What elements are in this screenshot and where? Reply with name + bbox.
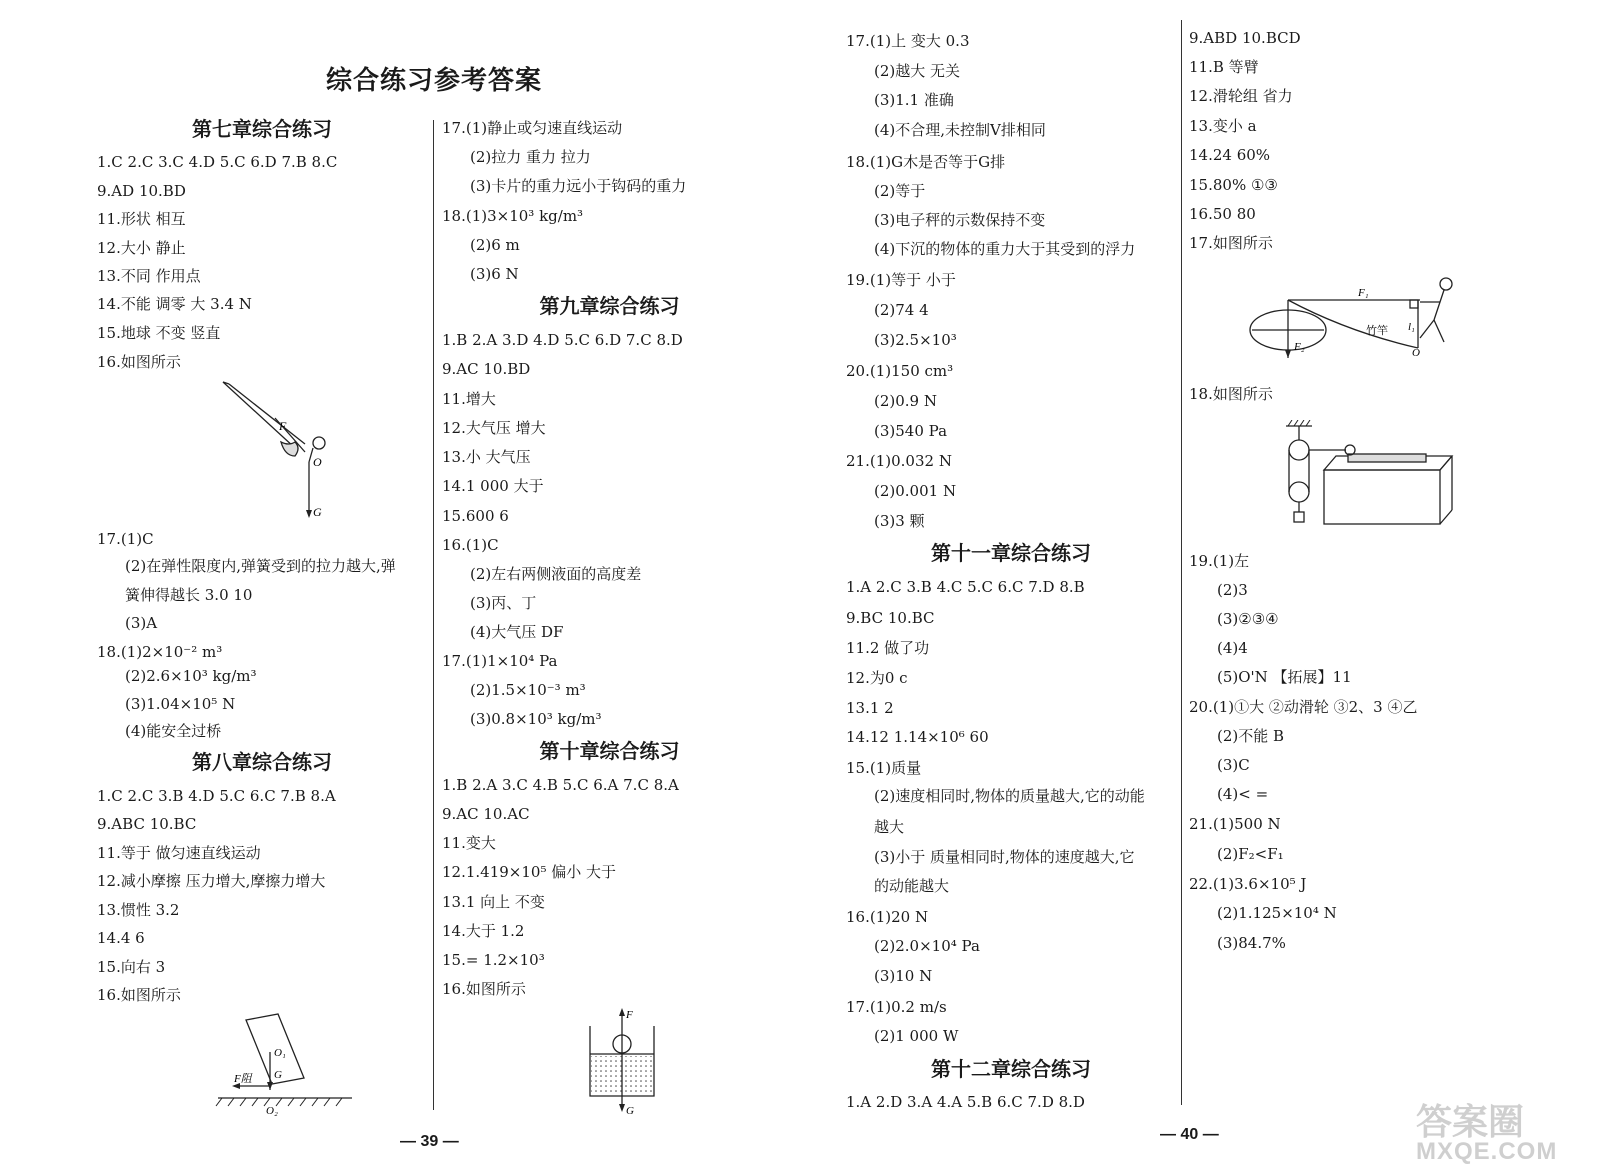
answer-line: (2)等于 (874, 182, 926, 200)
watermark-logo: 答案圈 (1416, 1101, 1525, 1142)
answer-line: 越大 (874, 818, 905, 836)
answer-line: (2)左右两侧液面的高度差 (470, 565, 642, 583)
answer-line: (2)1 000 W (874, 1027, 959, 1045)
answer-line: 19.(1)等于 小于 (846, 271, 956, 289)
answer-line: (3)小于 质量相同时,物体的速度越大,它 (874, 848, 1135, 866)
answer-line: 17.(1)1×10⁴ Pa (442, 652, 558, 670)
answer-line: 9.AC 10.AC (442, 805, 530, 823)
answer-line: 15.向右 3 (97, 958, 166, 976)
label-g: G (274, 1069, 282, 1081)
answer-line: 13.不同 作用点 (97, 267, 201, 285)
answer-line: 1.B 2.A 3.C 4.B 5.C 6.A 7.C 8.A (442, 776, 679, 794)
answer-line: (2)1.125×10⁴ N (1217, 904, 1337, 922)
answer-line: 12.大小 静止 (97, 239, 186, 257)
answer-line: (2)在弹性限度内,弹簧受到的拉力越大,弹 (125, 557, 396, 575)
answer-line: (3)2.5×10³ (874, 331, 957, 349)
label-f: F (626, 1009, 633, 1021)
answer-line: 14.4 6 (97, 929, 145, 947)
label-f1: F₁ (1358, 287, 1369, 299)
answer-line: 18.(1)3×10³ kg/m³ (442, 207, 584, 225)
label-o: O (313, 455, 322, 469)
answer-line: (3)丙、丁 (470, 594, 537, 612)
heading-chapter-7: 第七章综合练习 (192, 117, 332, 141)
answer-line: 11.2 做了功 (846, 639, 930, 657)
label-g: G (626, 1105, 634, 1116)
figure-beaker (584, 1004, 664, 1116)
answer-line: 1.A 2.C 3.B 4.C 5.C 6.C 7.D 8.B (846, 578, 1085, 596)
heading-chapter-11: 第十一章综合练习 (931, 541, 1091, 565)
answer-line: 1.C 2.C 3.B 4.D 5.C 6.C 7.B 8.A (97, 787, 336, 805)
figure-force-diagram-2 (212, 1012, 362, 1117)
answer-line: 11.B 等臂 (1189, 58, 1259, 76)
answer-line: 17.(1)上 变大 0.3 (846, 32, 970, 50)
answer-line: 9.AD 10.BD (97, 182, 186, 200)
answer-line: (4)4 (1217, 639, 1248, 657)
answer-line: (2)2.0×10⁴ Pa (874, 937, 980, 955)
answer-line: 12.减小摩擦 压力增大,摩擦力增大 (97, 872, 326, 890)
answer-line: (5)O'N 【拓展】11 (1217, 668, 1352, 686)
heading-chapter-10: 第十章综合练习 (539, 739, 680, 763)
label-o2: O₂ (266, 1105, 278, 1117)
answer-line: 13.变小 a (1189, 117, 1257, 135)
answer-line: 13.小 大气压 (442, 448, 531, 466)
answer-line: (2)F₂<F₁ (1217, 845, 1284, 863)
answer-line: 11.形状 相互 (97, 210, 186, 228)
label-o: O (1412, 347, 1420, 359)
answer-line: 12.滑轮组 省力 (1189, 87, 1293, 105)
answer-line: (3)6 N (470, 265, 519, 283)
column-divider (1181, 20, 1182, 1105)
answer-line: 21.(1)500 N (1189, 815, 1281, 833)
answer-line: 14.大于 1.2 (442, 922, 525, 940)
answer-line: 14.1 000 大于 (442, 477, 544, 495)
label-f: F (279, 419, 287, 433)
label-bamboo: 竹竿 (1366, 324, 1388, 337)
answer-line: 18.(1)2×10⁻² m³ (97, 643, 223, 661)
answer-line: (2)0.001 N (874, 482, 957, 500)
answer-line: 14.不能 调零 大 3.4 N (97, 295, 252, 313)
answer-line: (4)大气压 DF (470, 623, 564, 641)
answer-line: 1.B 2.A 3.D 4.D 5.C 6.D 7.C 8.D (442, 331, 683, 349)
answer-line: 18.如图所示 (1189, 385, 1273, 403)
answer-line: 9.AC 10.BD (442, 360, 531, 378)
answer-line: 13.1 向上 不变 (442, 893, 545, 911)
answer-line: (3)1.1 准确 (874, 91, 954, 109)
answer-line: (3)C (1217, 756, 1250, 774)
heading-chapter-8: 第八章综合练习 (192, 750, 332, 774)
answer-line: (2)74 4 (874, 301, 929, 319)
answer-line: 12.大气压 增大 (442, 419, 546, 437)
answer-line: 16.(1)20 N (846, 908, 929, 926)
answer-line: 的动能越大 (874, 877, 950, 895)
answer-line: 9.ABD 10.BCD (1189, 29, 1301, 47)
watermark-url: MXQE.COM (1416, 1138, 1558, 1165)
answer-line: 1.A 2.D 3.A 4.A 5.B 6.C 7.D 8.D (846, 1093, 1085, 1111)
column-divider (433, 120, 434, 1110)
figure-force-diagram-1 (215, 378, 345, 523)
answer-line: 20.(1)①大 ②动滑轮 ③2、3 ④乙 (1189, 698, 1418, 716)
answer-line: (3)3 颗 (874, 512, 925, 530)
heading-chapter-12: 第十二章综合练习 (931, 1057, 1091, 1081)
answer-line: 12.为0 c (846, 669, 908, 687)
answer-line: 15.80% ①③ (1189, 176, 1278, 194)
label-o1: O₁ (274, 1047, 286, 1059)
label-l1: l₁ (1408, 321, 1415, 333)
answer-line: (2)1.5×10⁻³ m³ (470, 681, 586, 699)
answer-line: (2)6 m (470, 236, 520, 254)
answer-line: 14.12 1.14×10⁶ 60 (846, 728, 989, 746)
label-f-friction: F阻 (234, 1073, 252, 1085)
answer-line: 16.如图所示 (97, 353, 181, 371)
label-g: G (313, 505, 322, 519)
page-number-right: — 40 — (1160, 1126, 1219, 1143)
answer-line: 9.ABC 10.BC (97, 815, 197, 833)
answer-line: 13.1 2 (846, 699, 894, 717)
answer-line: 11.等于 做匀速直线运动 (97, 844, 261, 862)
answer-line: 22.(1)3.6×10⁵ J (1189, 875, 1307, 893)
answer-line: (2)3 (1217, 581, 1248, 599)
answer-line: 21.(1)0.032 N (846, 452, 952, 470)
answer-line: 16.如图所示 (97, 986, 181, 1004)
answer-line: 19.(1)左 (1189, 552, 1250, 570)
answer-line: (4)能安全过桥 (125, 722, 222, 740)
page-number-left: — 39 — (400, 1133, 459, 1150)
answer-line: (4)不合理,未控制V排相同 (874, 121, 1046, 139)
answer-line: 16.如图所示 (442, 980, 526, 998)
label-f2: F₂ (1294, 341, 1305, 353)
answer-line: (3)84.7% (1217, 934, 1286, 952)
answer-line: (3)10 N (874, 967, 933, 985)
answer-line: 17.如图所示 (1189, 234, 1273, 252)
answer-line: (2)越大 无关 (874, 62, 961, 80)
answer-line: 12.1.419×10⁵ 偏小 大于 (442, 863, 617, 881)
answer-line: 15.= 1.2×10³ (442, 951, 545, 969)
answer-line: (2)拉力 重力 拉力 (470, 148, 591, 166)
answer-line: 17.(1)C (97, 530, 154, 548)
answer-line: (3)②③④ (1217, 610, 1279, 628)
answer-line: (2)2.6×10³ kg/m³ (125, 667, 257, 685)
answer-line: (3)1.04×10⁵ N (125, 695, 236, 713)
answer-line: 16.(1)C (442, 536, 499, 554)
answer-line: 18.(1)G木是否等于G排 (846, 153, 1006, 171)
answer-line: 15.地球 不变 竖直 (97, 324, 221, 342)
answer-line: 17.(1)静止或匀速直线运动 (442, 119, 623, 137)
answer-line: (2)速度相同时,物体的质量越大,它的动能 (874, 787, 1145, 805)
answer-line: (2)不能 B (1217, 727, 1285, 745)
answer-line: (3)卡片的重力远小于钩码的重力 (470, 177, 687, 195)
answer-line: 13.惯性 3.2 (97, 901, 180, 919)
page-title: 综合练习参考答案 (326, 66, 543, 96)
answer-line: 16.50 80 (1189, 205, 1256, 223)
answer-line: 9.BC 10.BC (846, 609, 935, 627)
answer-line: 15.600 6 (442, 507, 509, 525)
answer-line: 1.C 2.C 3.C 4.D 5.C 6.D 7.B 8.C (97, 153, 338, 171)
answer-line: 11.变大 (442, 834, 496, 852)
heading-chapter-9: 第九章综合练习 (539, 294, 680, 318)
answer-line: 11.增大 (442, 390, 496, 408)
figure-pulley (1280, 420, 1460, 530)
figure-lever-pole (1248, 272, 1478, 364)
answer-line: (4)< = (1217, 785, 1269, 803)
answer-line: (3)0.8×10³ kg/m³ (470, 710, 602, 728)
answer-line: 20.(1)150 cm³ (846, 362, 954, 380)
answer-line: (4)下沉的物体的重力大于其受到的浮力 (874, 240, 1136, 258)
answer-line: 15.(1)质量 (846, 759, 922, 777)
answer-line: 簧伸得越长 3.0 10 (125, 586, 253, 604)
answer-line: (3)A (125, 614, 158, 632)
answer-line: 17.(1)0.2 m/s (846, 998, 947, 1016)
answer-line: (2)0.9 N (874, 392, 937, 410)
answer-line: (3)540 Pa (874, 422, 948, 440)
answer-line: (3)电子秤的示数保持不变 (874, 211, 1046, 229)
answer-line: 14.24 60% (1189, 146, 1271, 164)
